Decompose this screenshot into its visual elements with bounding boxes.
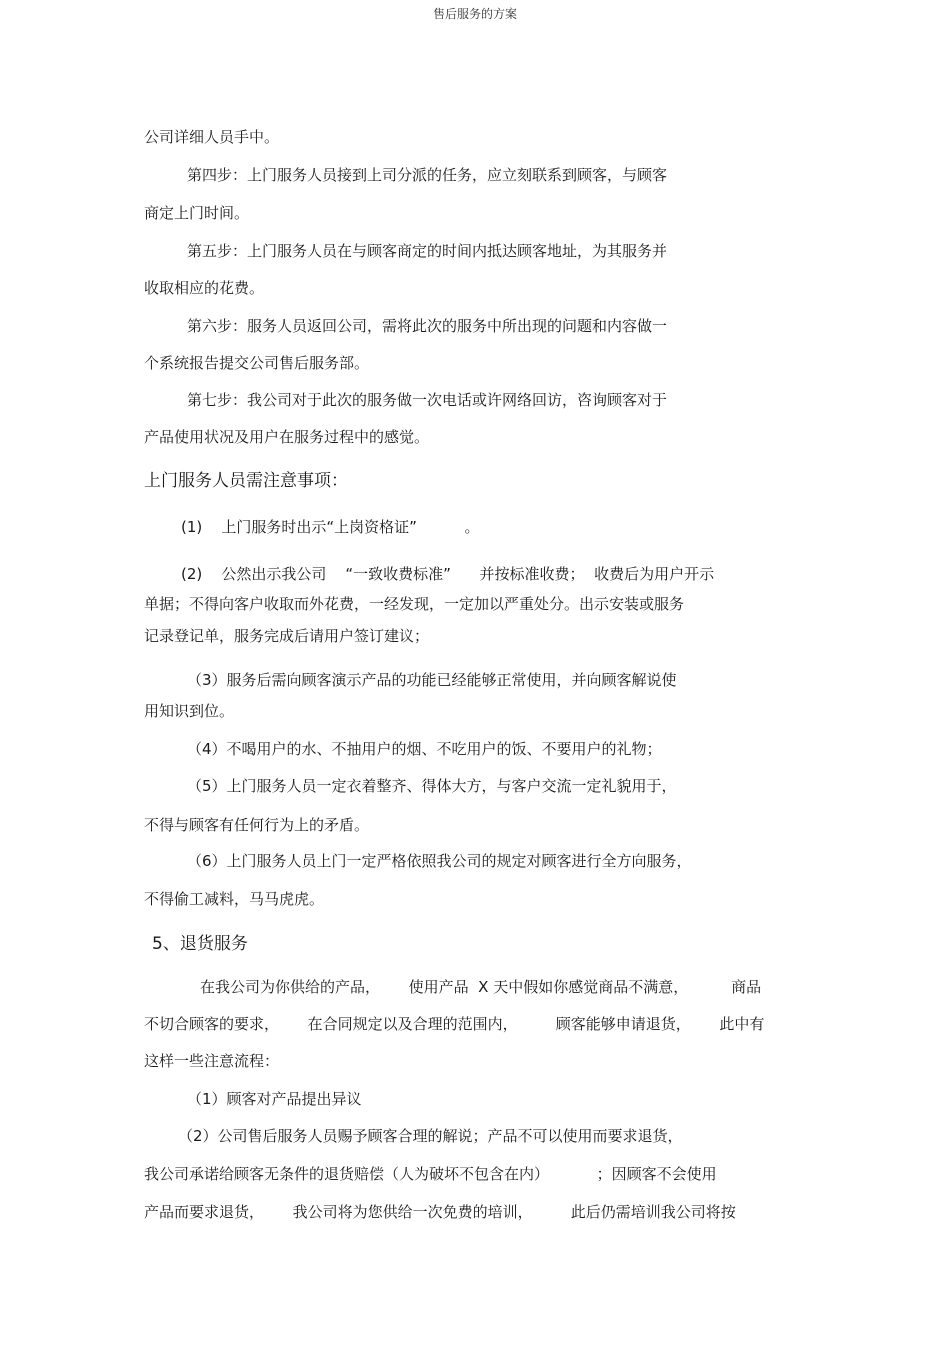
body-line: 第六步：服务人员返回公司，需将此次的服务中所出现的问题和内容做一	[187, 317, 668, 335]
body-line: 用知识到位。	[144, 702, 235, 720]
body-line: （2）公司售后服务人员赐予顾客合理的解说；产品不可以使用而要求退货，	[178, 1127, 683, 1145]
body-line: （1）顾客对产品提出异议	[187, 1090, 362, 1108]
body-line: 第五步：上门服务人员在与顾客商定的时间内抵达顾客地址，为其服务并	[187, 242, 668, 260]
body-line: （6）上门服务人员上门一定严格依照我公司的规定对顾客进行全方向服务，	[187, 852, 692, 870]
body-line: 这样一些注意流程：	[144, 1052, 280, 1070]
body-line: （3）服务后需向顾客演示产品的功能已经能够正常使用，并向顾客解说使	[187, 671, 677, 689]
body-line: 产品使用状况及用户在服务过程中的感觉。	[144, 428, 430, 446]
body-line: 不切合顾客的要求， 在合同规定以及合理的范围内， 顾客能够申请退货， 此中有	[144, 1015, 765, 1033]
body-line: 第七步：我公司对于此次的服务做一次电话或许网络回访，咨询顾客对于	[187, 391, 668, 409]
body-line: 第四步：上门服务人员接到上司分派的任务，应立刻联系到顾客，与顾客	[187, 166, 668, 184]
body-line: 记录登记单，服务完成后请用户签订建议；	[144, 627, 430, 645]
body-line: 产品而要求退货， 我公司将为您供给一次免费的培训， 此后仍需培训我公司将按	[144, 1203, 736, 1221]
body-line: 商定上门时间。	[144, 204, 250, 222]
body-line: 不得偷工减料，马马虎虎。	[144, 890, 325, 908]
page-header-title: 售后服务的方案	[432, 7, 517, 21]
body-line: 收取相应的花费。	[144, 279, 265, 297]
body-line: 个系统报告提交公司售后服务部。	[144, 354, 370, 372]
body-line: 在我公司为你供给的产品， 使用产品 X 天中假如你感觉商品不满意， 商品	[200, 978, 762, 996]
body-line: 公司详细人员手中。	[144, 128, 280, 146]
body-line: 不得与顾客有任何行为上的矛盾。	[144, 816, 370, 834]
body-line: （5）上门服务人员一定衣着整齐、得体大方，与客户交流一定礼貌用于，	[187, 777, 677, 795]
body-line: （4）不喝用户的水、不抽用户的烟、不吃用户的饭、不要用户的礼物；	[187, 740, 662, 758]
body-line: (2) 公然出示我公司 “一致收费标准” 并按标准收费； 收费后为用户开示	[181, 565, 715, 583]
section-heading: 上门服务人员需注意事项：	[144, 471, 348, 491]
body-line: 单据；不得向客户收取而外花费，一经发现，一定加以严重处分。出示安装或服务	[144, 595, 685, 613]
body-line: (1) 上门服务时出示“上岗资格证” 。	[181, 518, 480, 536]
section-heading: 5、退货服务	[152, 934, 248, 954]
body-line: 我公司承诺给顾客无条件的退货赔偿（人为破坏不包含在内） ；因顾客不会使用	[144, 1165, 717, 1183]
